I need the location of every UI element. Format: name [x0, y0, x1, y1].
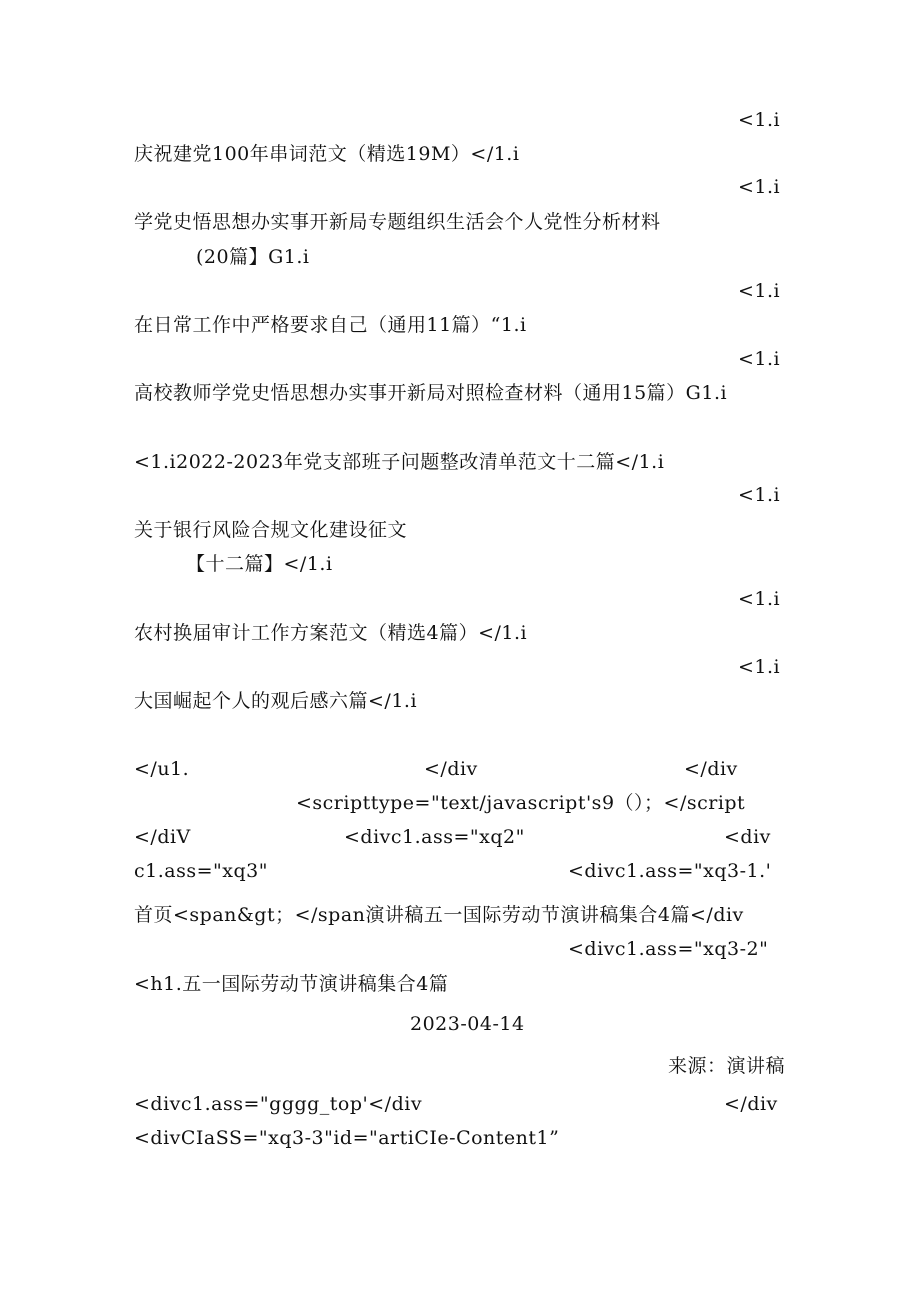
- script-tag-line: <scripttype="text/javascript's9（）；</script: [296, 792, 746, 814]
- li-open-tag: <1.i: [738, 348, 781, 370]
- div-close-tag: </div: [684, 758, 738, 780]
- article-heading: <h1.五一国际劳动节演讲稿集合4篇: [134, 973, 449, 995]
- li-open-tag: <1.i: [738, 109, 781, 131]
- div-xq3-1-tag: <divc1.ass="xq3-1.': [568, 860, 772, 882]
- li-open-tag: <1.i: [738, 484, 781, 506]
- list-item: 在日常工作中严格要求自己（通用11篇）“1.i: [134, 314, 527, 336]
- breadcrumb: 首页<span&gt；</span演讲稿五一国际劳动节演讲稿集合4篇</div: [134, 904, 744, 926]
- div-close-tag: </div: [724, 1093, 778, 1115]
- list-item: 高校教师学党史悟思想办实事开新局对照检查材料（通用15篇）G1.i: [134, 382, 728, 404]
- class-xq3-attr: c1.ass="xq3": [134, 860, 268, 882]
- source-label: 来源：演讲稿: [668, 1055, 786, 1077]
- publish-date: 2023-04-14: [410, 1013, 525, 1035]
- li-open-tag: <1.i: [738, 280, 781, 302]
- list-item: 关于银行风险合规文化建设征文: [134, 519, 408, 541]
- div-open-tag: <div: [724, 826, 771, 848]
- list-item: 大国崛起个人的观后感六篇</1.i: [134, 690, 418, 712]
- list-item: 庆祝建党100年串词范文（精选19M）</1.i: [134, 143, 520, 165]
- li-open-tag: <1.i: [738, 588, 781, 610]
- list-item-continuation: (20篇】G1.i: [196, 246, 310, 268]
- list-item: <1.i2022-2023年党支部班子问题整改清单范文十二篇</1.i: [134, 451, 665, 473]
- li-open-tag: <1.i: [738, 176, 781, 198]
- li-open-tag: <1.i: [738, 656, 781, 678]
- div-xq3-2-tag: <divc1.ass="xq3-2": [568, 938, 769, 960]
- gggg-top-tag: <divc1.ass="gggg_top'</div: [134, 1093, 423, 1115]
- list-item: 学党史悟思想办实事开新局专题组织生活会个人党性分析材料: [134, 211, 661, 233]
- list-item-continuation: 【十二篇】</1.i: [186, 553, 333, 575]
- ul-close-tag: </u1.: [134, 758, 190, 780]
- article-content-tag: <divCIaSS="xq3-3"id="artiCIe-Content1”: [134, 1127, 560, 1149]
- div-close-tag: </diV: [134, 826, 191, 848]
- div-close-tag: </div: [424, 758, 478, 780]
- div-xq2-tag: <divc1.ass="xq2": [344, 826, 525, 848]
- list-item: 农村换届审计工作方案范文（精选4篇）</1.i: [134, 622, 528, 644]
